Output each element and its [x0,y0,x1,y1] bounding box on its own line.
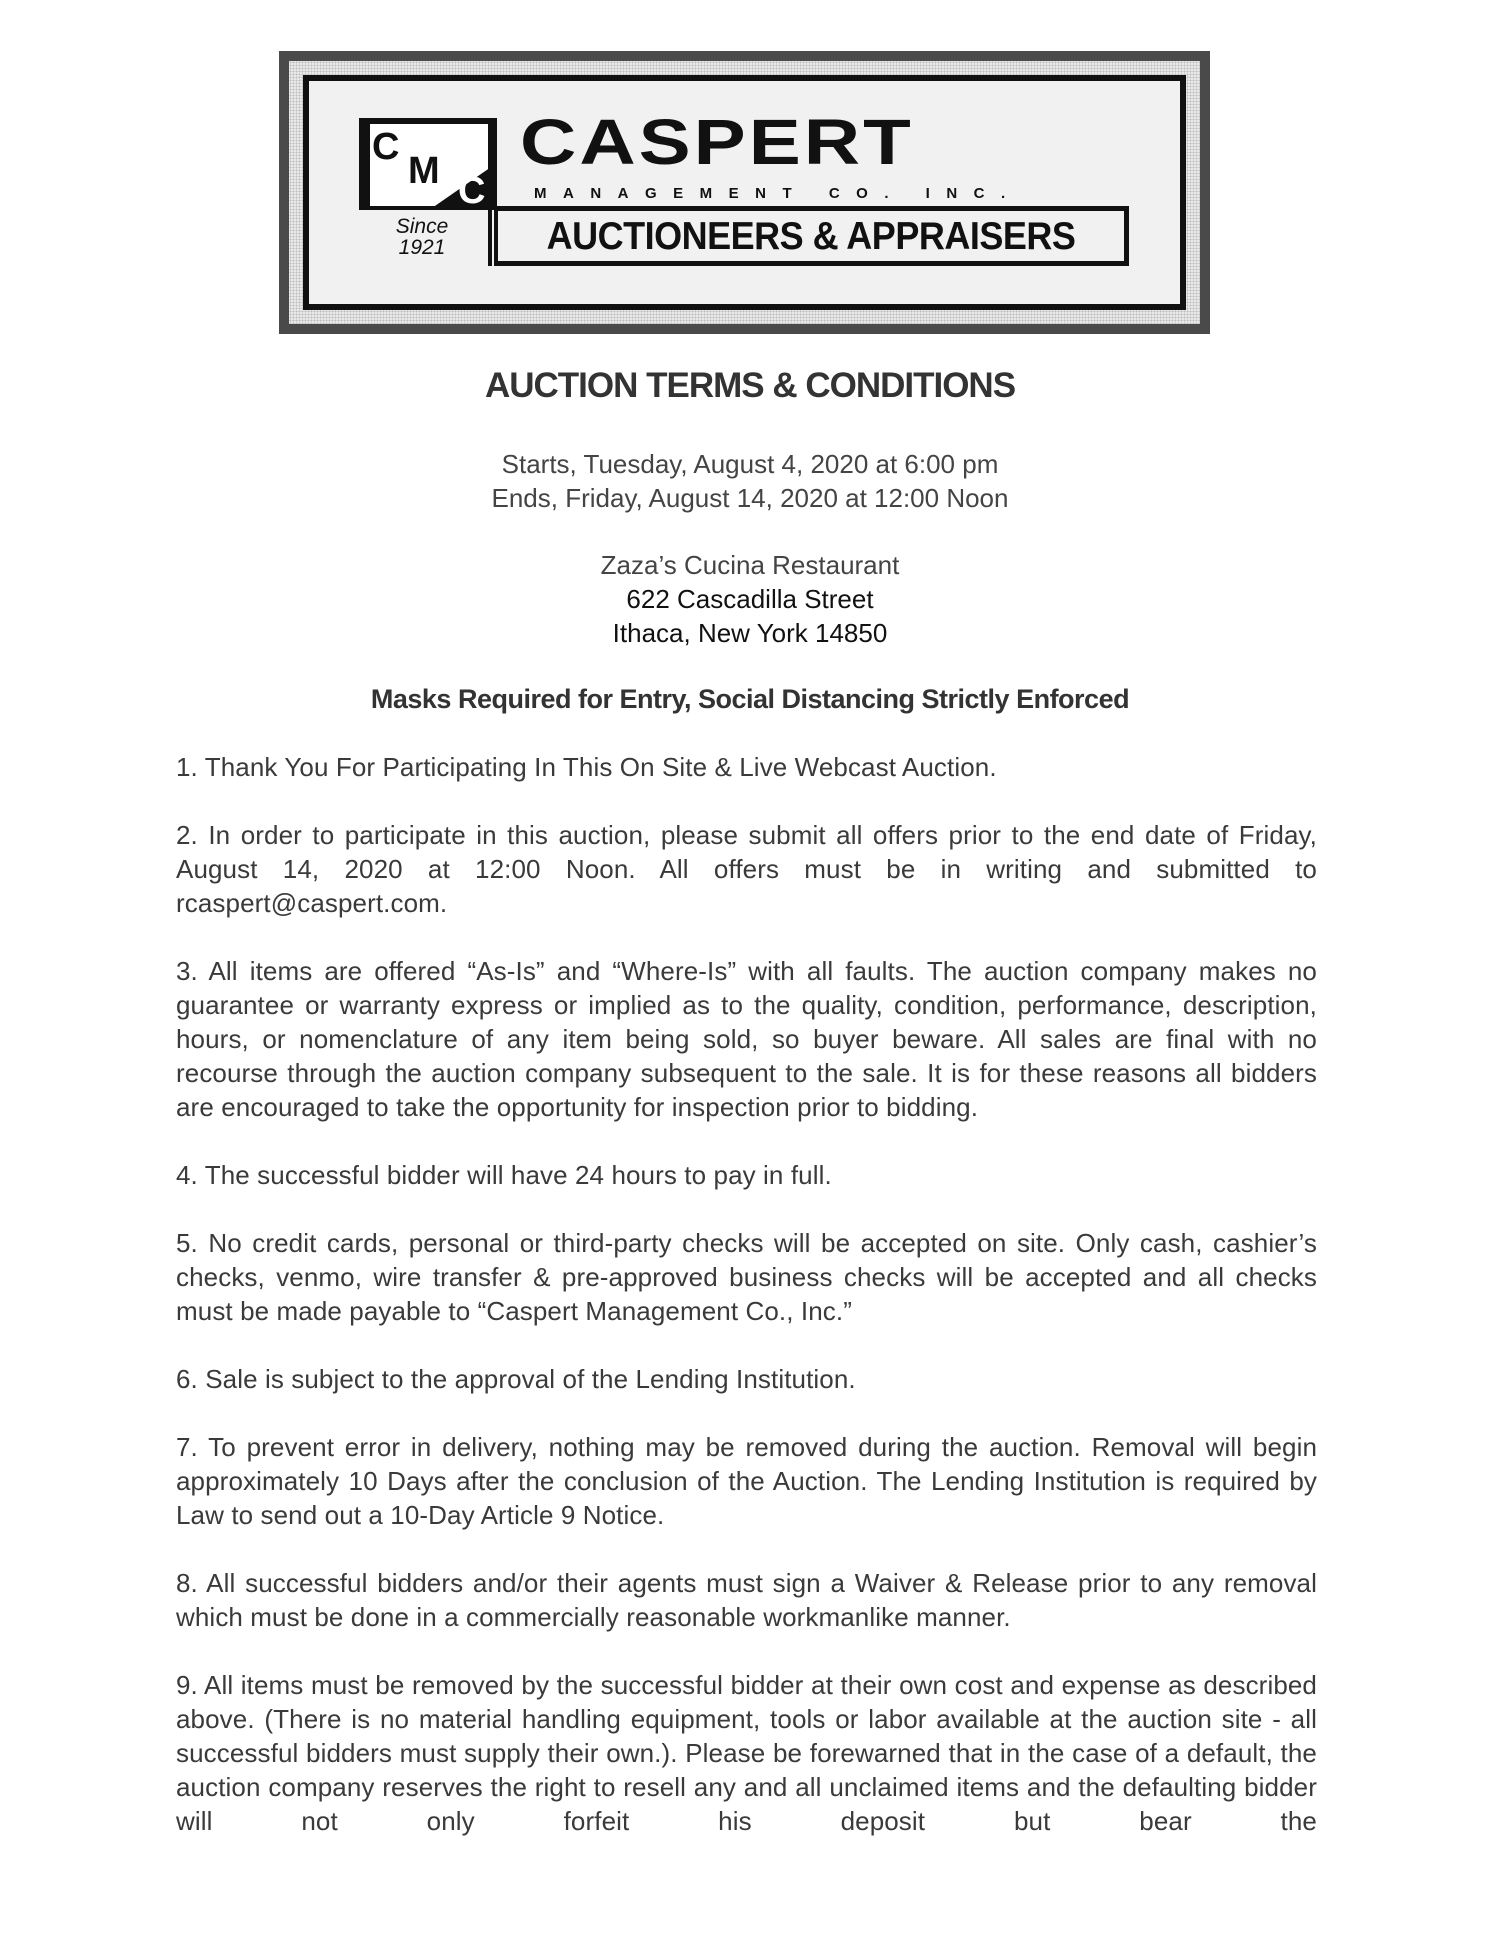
end-date: Ends, Friday, August 14, 2020 at 12:00 Noon [491,483,1009,513]
term-item: 5. No credit cards, personal or third-party checks will be accepted on site. Only cash, cashier’s checks, venmo, wire transfer & pre-approved business checks will be accepted and all checks must be made payable to “Caspert Management Co., Inc.” [176,1228,1317,1326]
term-item: 8. All successful bidders and/or their agents must sign a Waiver & Release prior to any removal which must be done in a commercially reasonable workmanlike manner. [176,1568,1317,1632]
term-item: 6. Sale is subject to the approval of the Lending Institution. [176,1364,856,1394]
term-item: 7. To prevent error in delivery, nothing may be removed during the auction. Removal will begin approximately 10 Days after the conclusion of the Auction. The Lending Institution is required by Law to send out a 10-Day Article 9 Notice. [176,1432,1317,1530]
term-item: 2. In order to participate in this auction, please submit all offers prior to the end date of Friday, August 14, 2020 at 12:00 Noon. All offers must be in writing and submitted to rcaspert@caspert.com. [176,820,1317,918]
company-subtitle: MANAGEMENT CO. INC. [534,185,1022,202]
tagline-box [494,206,1129,266]
safety-notice: Masks Required for Entry, Social Distancing Strictly Enforced [370,684,1130,714]
venue-city: Ithaca, New York 14850 [612,618,888,648]
venue-name: Zaza’s Cucina Restaurant [600,550,900,580]
term-item: 3. All items are offered “As-Is” and “Where-Is” with all faults. The auction company makes no guarantee or warranty express or implied as to the quality, condition, performance, description, hours, or nomenclature of any item being sold, so buyer beware. All sales are final with no recourse through the auction company subsequent to the sale. It is for these reasons all bidders are encouraged to take the opportunity for inspection prior to bidding. [176,956,1317,1122]
terms-list [176,750,1317,1872]
term-item: 1. Thank You For Participating In This On Site & Live Webcast Auction. [176,752,997,782]
since-year: 1921 [398,236,446,259]
since-label [386,216,458,258]
page-title: AUCTION TERMS & CONDITIONS [484,366,1016,405]
monogram-letter: C [458,170,486,212]
company-name: CASPERT [520,105,914,179]
company-tagline: AUCTIONEERS & APPRAISERS [546,213,1076,258]
term-item: 9. All items must be removed by the successful bidder at their own cost and expense as described above. (There is no material handling equipment, tools or labor available at the auction site - all successful bidders must supply their own.). Please be forewarned that in the case of a default, the auction company reserves the right to resell any and all unclaimed items and the defaulting bidder will not only forfeit his deposit but bear the [176,1670,1317,1836]
logo-divider [488,210,492,266]
since-text: Since [395,215,449,238]
term-item: 4. The successful bidder will have 24 hours to pay in full. [176,1160,832,1190]
venue-street: 622 Cascadilla Street [626,584,874,614]
monogram-letter: C [372,126,400,168]
start-date: Starts, Tuesday, August 4, 2020 at 6:00 pm [501,449,999,479]
monogram-letter: M [408,150,440,192]
